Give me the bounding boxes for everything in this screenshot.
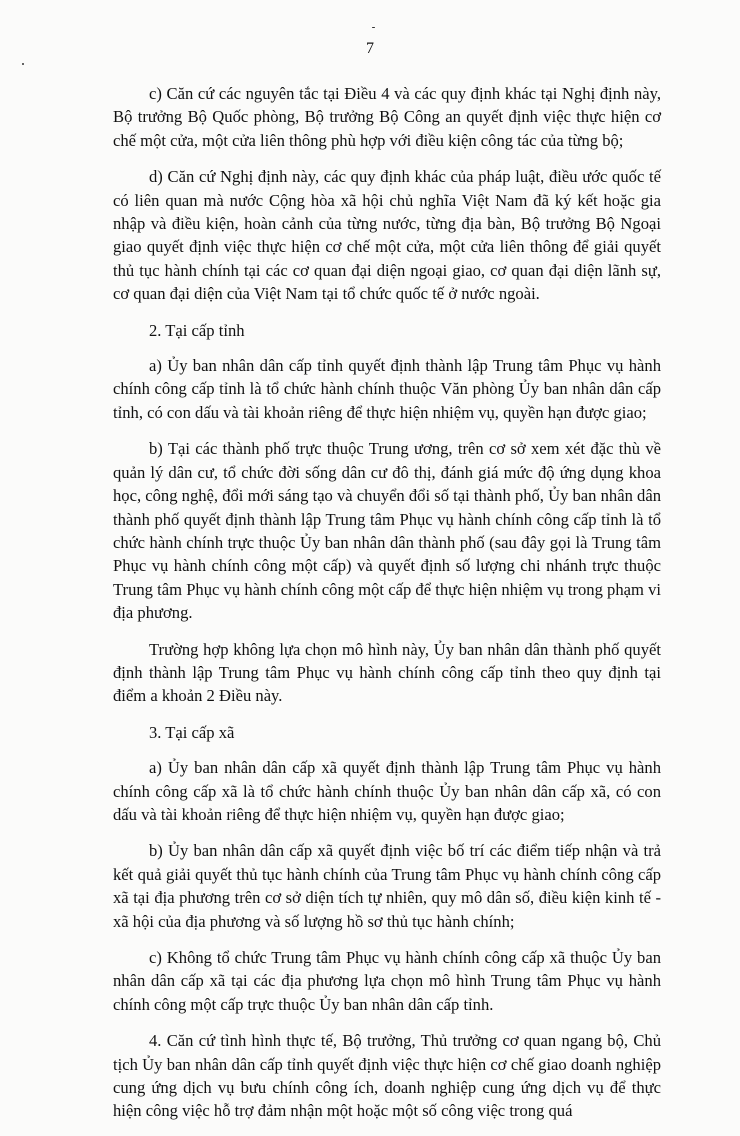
scan-speck xyxy=(372,27,375,28)
paragraph-3a: a) Ủy ban nhân dân cấp xã quyết định thành lập Trung tâm Phục vụ hành chính công cấp xã là tổ chức hành chính thuộc Ủy ban nhân dân cấp xã, có con dấu và tài khoản riêng để thực hiện nhiệm vụ, quyền hạn được giao; xyxy=(113,758,661,824)
paragraph-3c: c) Không tổ chức Trung tâm Phục vụ hành chính công cấp xã thuộc Ủy ban nhân dân cấp xã tại các địa phương lựa chọn mô hình Trung tâm Phục vụ hành chính công một cấp trực thuộc Ủy ban nhân dân cấp tỉnh. xyxy=(113,948,661,1014)
section-heading-2: 2. Tại cấp tỉnh xyxy=(149,320,245,340)
paragraph-3b: b) Ủy ban nhân dân cấp xã quyết định việc bố trí các điểm tiếp nhận và trả kết quả giải quyết thủ tục hành chính của Trung tâm Phục vụ hành chính công cấp xã tại địa phương trên cơ sở diện tích tự nhiên, quy mô dân số, điều kiện kinh tế - xã hội của địa phương và số lượng hồ sơ thủ tục hành chính; xyxy=(113,841,661,931)
document-body xyxy=(113,82,661,1136)
paragraph-2a: a) Ủy ban nhân dân cấp tỉnh quyết định thành lập Trung tâm Phục vụ hành chính công cấp tỉnh là tổ chức hành chính thuộc Văn phòng Ủy ban nhân dân cấp tỉnh, có con dấu và tài khoản riêng để thực hiện nhiệm vụ, quyền hạn được giao; xyxy=(113,356,661,422)
paragraph-2b: b) Tại các thành phố trực thuộc Trung ương, trên cơ sở xem xét đặc thù về quản lý dân cư, tổ chức đời sống dân cư đô thị, đánh giá mức độ ứng dụng khoa học, công nghệ, đổi mới sáng tạo và chuyển đổi số tại thành phố, Ủy ban nhân dân thành phố quyết định thành lập Trung tâm Phục vụ hành chính công cấp tỉnh là tổ chức hành chính trực thuộc Ủy ban nhân dân thành phố (sau đây gọi là Trung tâm Phục vụ hành chính công một cấp) và quyết định số lượng chi nhánh trực thuộc Trung tâm Phục vụ hành chính công một cấp để thực hiện nhiệm vụ trong phạm vi địa phương. xyxy=(113,439,661,623)
paragraph-1c: c) Căn cứ các nguyên tắc tại Điều 4 và các quy định khác tại Nghị định này, Bộ trưởng Bộ Quốc phòng, Bộ trưởng Bộ Công an quyết định việc thực hiện cơ chế một cửa, một cửa liên thông phù hợp với điều kiện công tác của từng bộ; xyxy=(113,84,661,150)
page-number: 7 xyxy=(366,40,374,57)
section-heading-3: 3. Tại cấp xã xyxy=(149,722,235,742)
scan-speck xyxy=(22,63,24,65)
paragraph-4: 4. Căn cứ tình hình thực tế, Bộ trưởng, Thủ trưởng cơ quan ngang bộ, Chủ tịch Ủy ban nhân dân cấp tỉnh quyết định việc thực hiện cơ chế giao doanh nghiệp cung ứng dịch vụ bưu chính công ích, doanh nghiệp cung ứng dịch vụ để thực hiện công việc hỗ trợ đảm nhận một hoặc một số công việc trong quá xyxy=(113,1031,661,1121)
paragraph-2-note: Trường hợp không lựa chọn mô hình này, Ủy ban nhân dân thành phố quyết định thành lập Trung tâm Phục vụ hành chính công cấp tỉnh theo quy định tại điểm a khoản 2 Điều này. xyxy=(113,639,661,706)
paragraph-1d: d) Căn cứ Nghị định này, các quy định khác của pháp luật, điều ước quốc tế có liên quan mà nước Cộng hòa xã hội chủ nghĩa Việt Nam đã ký kết hoặc gia nhập và điều kiện, hoàn cảnh của từng nước, từng địa bàn, Bộ trưởng Bộ Ngoại giao quyết định việc thực hiện cơ chế một cửa, một cửa liên thông để giải quyết thủ tục hành chính tại các cơ quan đại diện ngoại giao, cơ quan đại diện lãnh sự, cơ quan đại diện của Việt Nam tại tổ chức quốc tế ở nước ngoài. xyxy=(113,167,661,304)
